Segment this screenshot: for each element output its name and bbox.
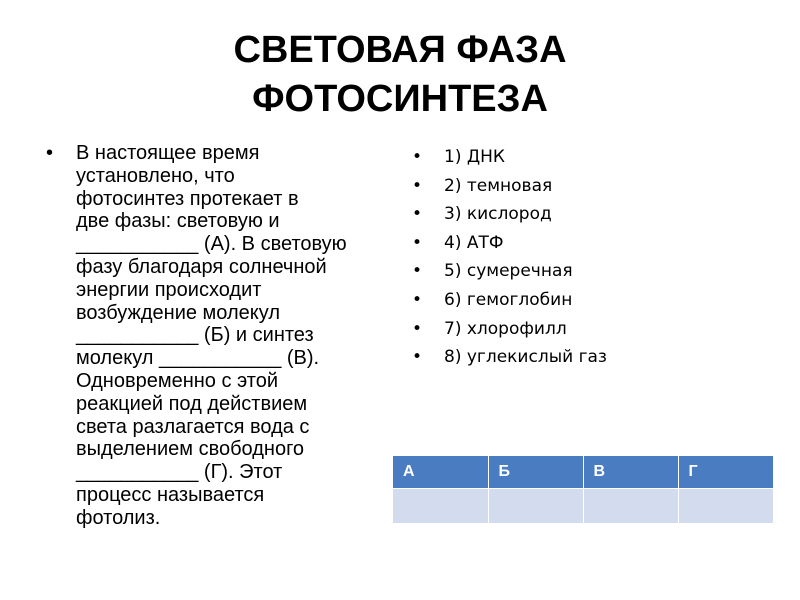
passage-text (76, 142, 396, 530)
option-item (412, 200, 772, 229)
bullet-icon: • (412, 204, 423, 225)
passage-line: две фазы: световую и (76, 210, 280, 233)
answer-cell-b[interactable] (488, 489, 583, 524)
option-label: 8) углекислый газ (444, 347, 607, 368)
option-item (412, 343, 772, 372)
passage-line: выделением свободного (76, 438, 305, 461)
option-label: 2) темновая (444, 175, 553, 196)
option-label: 1) ДНК (444, 147, 505, 167)
passage-line: ___________ (Г). Этот (76, 461, 283, 484)
passage-line: ___________ (А). В световую (76, 233, 347, 256)
passage-line: реакцией под действием (76, 392, 308, 415)
bullet-icon: • (412, 147, 423, 167)
bullet-icon: • (46, 142, 54, 164)
bullet-icon: • (412, 232, 423, 253)
passage-line: молекул ___________ (В). (76, 347, 320, 370)
passage-line: фазу благодаря солнечной (76, 255, 327, 278)
passage-bullet (46, 142, 396, 530)
answer-table-header-row (393, 456, 773, 489)
answer-header-b: Б (488, 456, 583, 489)
option-item (412, 172, 772, 201)
option-item (412, 257, 772, 286)
answer-table (393, 456, 773, 523)
passage-line: В настоящее время (76, 142, 260, 164)
option-item (412, 315, 772, 344)
answer-cell-a[interactable] (393, 489, 488, 524)
answer-table-row (393, 489, 773, 524)
passage-column (46, 142, 396, 530)
option-item (412, 229, 772, 258)
bullet-icon: • (412, 347, 423, 368)
option-item (412, 143, 772, 172)
passage-line: фотосинтез протекает в (76, 187, 299, 210)
answer-cell-g[interactable] (678, 489, 773, 524)
option-item (412, 286, 772, 315)
passage-line: энергии происходит (76, 278, 262, 301)
passage-line: фотолиз. (76, 506, 161, 529)
passage-line: Одновременно с этой (76, 369, 279, 392)
bullet-icon: • (412, 261, 423, 282)
passage-line: установлено, что (76, 164, 235, 187)
passage-line: света разлагается вода с (76, 415, 310, 438)
title-line-1: СВЕТОВАЯ ФАЗА (233, 29, 567, 71)
slide-title (0, 26, 800, 124)
answer-cell-v[interactable] (583, 489, 678, 524)
options-list (412, 143, 772, 372)
options-column (412, 143, 772, 372)
option-label: 3) кислород (444, 204, 552, 225)
passage-line: возбуждение молекул (76, 301, 280, 324)
option-label: 7) хлорофилл (444, 318, 567, 339)
bullet-icon: • (412, 318, 423, 339)
passage-line: ___________ (Б) и синтез (76, 324, 314, 347)
option-label: 5) сумеречная (444, 261, 573, 282)
answer-header-a: А (393, 456, 488, 489)
passage-line: процесс называется (76, 483, 265, 506)
title-line-2: ФОТОСИНТЕЗА (252, 78, 548, 120)
option-label: 6) гемоглобин (444, 289, 573, 310)
answer-header-g: Г (678, 456, 773, 489)
option-label: 4) АТФ (444, 232, 504, 253)
answer-header-v: В (583, 456, 678, 489)
bullet-icon: • (412, 175, 423, 196)
bullet-icon: • (412, 289, 423, 310)
